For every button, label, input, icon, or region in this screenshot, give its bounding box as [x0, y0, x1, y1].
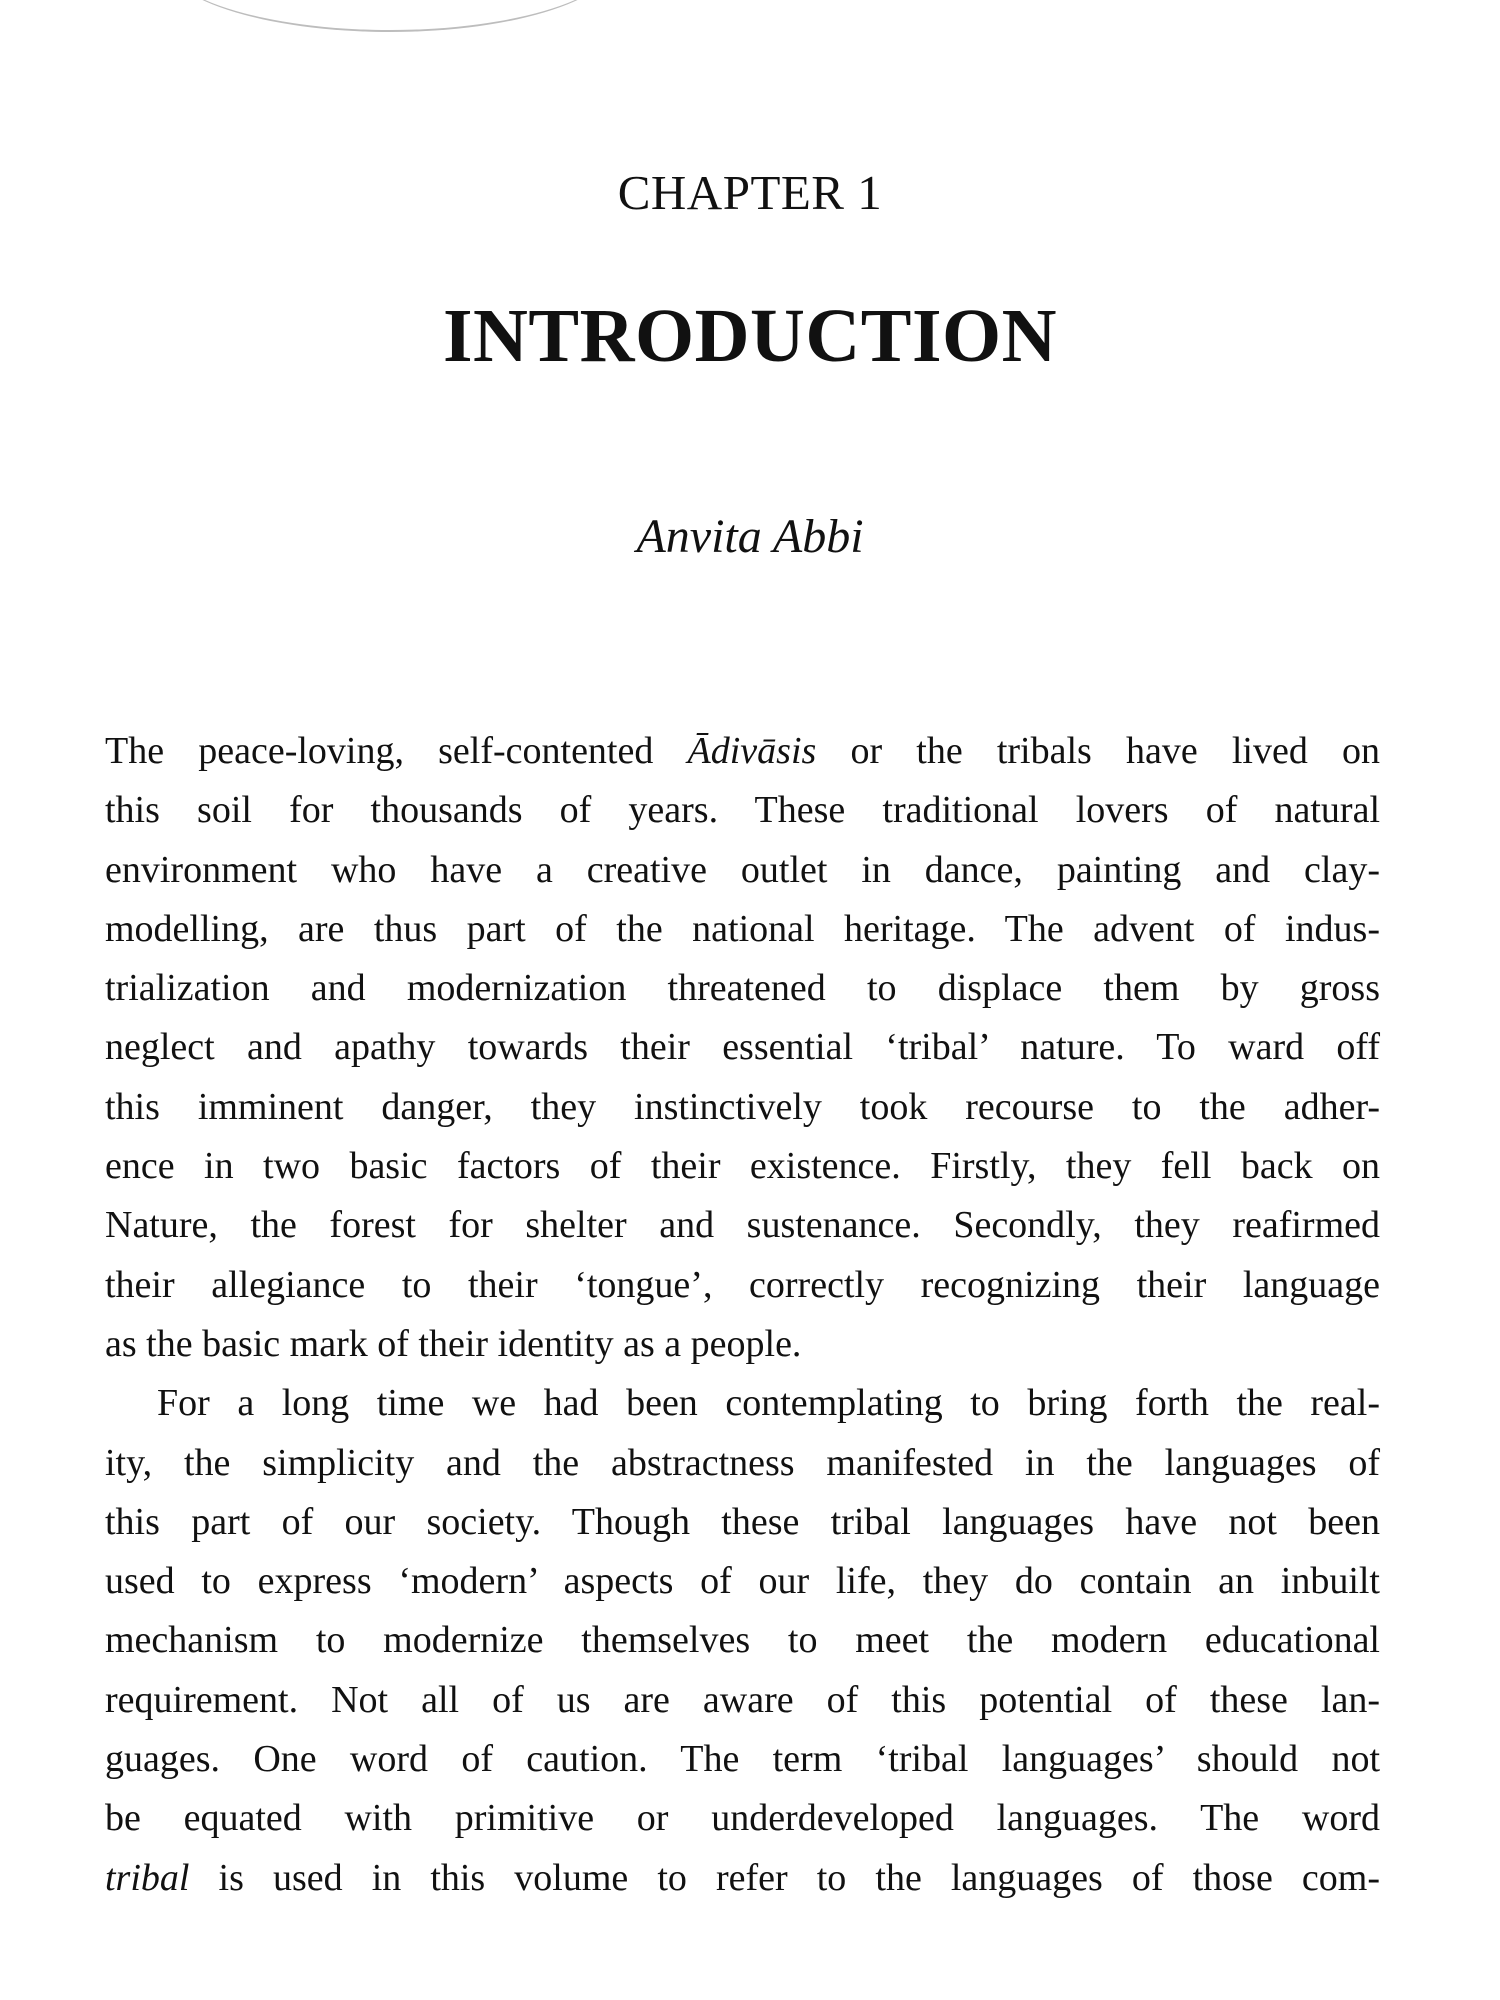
author-name: Anvita Abbi [636, 510, 864, 563]
paragraph-1-line-6: neglect and apathy towards their essential ‘tribal’ nature. To ward off [105, 1026, 1380, 1069]
paragraph-2-line-6: requirement. Not all of us are aware of this potential of these lan- [105, 1678, 1380, 1721]
paragraph-1-line-9: Nature, the forest for shelter and sustenance. Secondly, they reafirmed [105, 1204, 1380, 1247]
paragraph-2-line-2: ity, the simplicity and the abstractness manifested in the languages of [105, 1441, 1380, 1484]
chapter-label: CHAPTER 1 [617, 165, 883, 220]
paragraph-2-line-4: used to express ‘modern’ aspects of our life, they do contain an inbuilt [105, 1560, 1380, 1603]
paragraph-1-line-2: this soil for thousands of years. These traditional lovers of natural [105, 789, 1380, 832]
paragraph-2-line-8: be equated with primitive or underdeveloped languages. The word [105, 1797, 1380, 1840]
paragraph-1-line-11: as the basic mark of their identity as a people. [105, 1322, 802, 1365]
paragraph-2-line-7: guages. One word of caution. The term ‘tribal languages’ should not [105, 1738, 1380, 1781]
paragraph-1-line-3: environment who have a creative outlet in dance, painting and clay- [105, 848, 1380, 891]
paragraph-2-line-1: For a long time we had been contemplating to bring forth the real- [157, 1382, 1380, 1425]
paragraph-2-line-9: tribal is used in this volume to refer to the languages of those com- [105, 1856, 1380, 1899]
paragraph-1-line-8: ence in two basic factors of their existence. Firstly, they fell back on [105, 1145, 1380, 1188]
page-corner-mark [160, 0, 620, 32]
paragraph-1-line-5: trialization and modernization threatened to displace them by gross [105, 967, 1380, 1010]
paragraph-1-line-7: this imminent danger, they instinctively took recourse to the adher- [105, 1085, 1380, 1128]
paragraph-2-line-3: this part of our society. Though these tribal languages have not been [105, 1500, 1380, 1543]
paragraph-1-line-10: their allegiance to their ‘tongue’, correctly recognizing their language [105, 1263, 1380, 1306]
paragraph-1-line-1: The peace-loving, self-contented Ādivāsis or the tribals have lived on [105, 730, 1380, 772]
paragraph-1-line-4: modelling, are thus part of the national heritage. The advent of indus- [105, 907, 1380, 950]
paragraph-2-line-5: mechanism to modernize themselves to meet the modern educational [105, 1619, 1380, 1662]
body-text [105, 722, 1380, 1908]
chapter-title: INTRODUCTION [442, 294, 1058, 378]
